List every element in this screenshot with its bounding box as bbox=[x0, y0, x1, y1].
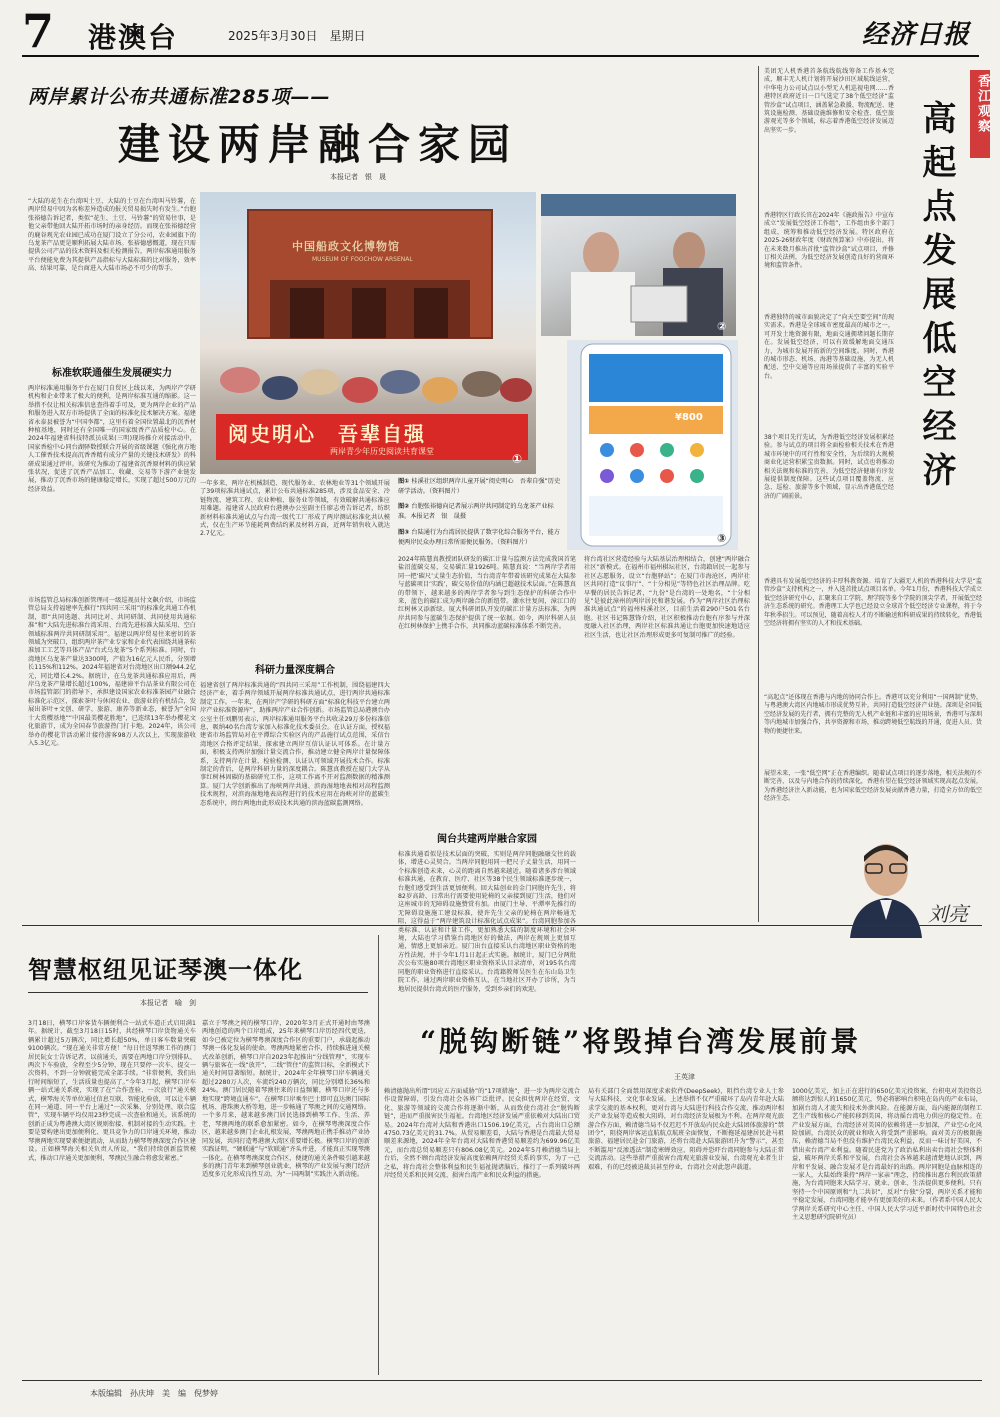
article1-subhead-2: 科研力量深度耦合 bbox=[255, 665, 335, 676]
column-headline-text: 高起点发展低空经济 bbox=[916, 100, 956, 496]
divider-right bbox=[758, 66, 759, 922]
column-tag bbox=[970, 70, 990, 158]
page-number: 7 bbox=[22, 4, 55, 58]
caption-3-text: 台陆通行为台湾居民提供了数字化综合服务平台，能方便两岸民众办理日常所需便民服务。（资料图片） bbox=[398, 529, 560, 546]
column-para-1: 美团无人机香港首条航线航线筹备工作基本完成，顺丰无人机计划将开展沙田区域航线运营，中华电力公司试点以小型无人机巡视电网……香港特区政府近日一口气选定了38个低空经济“监管沙盒”试点项目，涵盖紧急救援、物流配送、建筑设施检测、基础设施维修和安全检查、低空旅游观光等多个领域，标志着香港低空经济发展迈出坚实一步。 bbox=[764, 68, 894, 134]
column-para-6: “高起点”还体现在香港与内地的协同合作上。香港可以充分利用“一国两制”优势，与粤港澳大湾区内地城市形成优势互补，共同打造低空经济产业链。深圳是全国低空经济发展的先行者，拥有完整的无人机产业链和丰富的应用场景，香港可与深圳等内地城市加强合作，共享资源和市场，推动跨境低空航线的开通，促进人员、货物的便捷往来。 bbox=[764, 694, 982, 735]
column-headline bbox=[912, 100, 962, 520]
paper-logo: 经济日报 bbox=[862, 20, 971, 50]
column-para-3: 香港独特的城市面貌决定了“向天空要空间”的现实需求。香港是全球城市密度最高的城市之一，可开发土地资源有限，地面交通拥堵问题长期存在。发展低空经济，可以有效缓解地面交通压力，为城市发展开拓新的空间维度。同时，香港的城市形态、机场、海港等基础设施，为无人机配送、空中交通等应用场景提供了丰富的实验平台。 bbox=[764, 314, 894, 380]
article3-para-1: 赖清德抛出所谓“因应五方面威胁”的“17项措施”，进一步为两岸交流合作设置障碍，引发台湾社会各界广泛批评。民众担忧两岸在经贸、文化、旅游等领域的交流合作将逐渐中断，从而致使台湾社会“脱钩断链”，进而严重损害民生福祉。台湾地区经济发展严重依赖对大陆出口贸易。2024年台湾对大陆和香港出口1506.19亿美元，占台湾出口总额4750.73亿美元的31.7%。从贸易顺差看，大陆与香港是台湾最大贸易顺差来源地，2024年全年台湾对大陆和香港贸易顺差约为699.96亿美元，而台湾总贸易顺差只有806.08亿美元。2024年5月赖清德当局上台后，全然不顾台湾经济发展高度依赖两岸经贸关系的事实，为了一己之私，将台湾社会整体利益和民生福祉抛诸脑后，推行了一系列破坏两岸经贸关系和民间交流、损害台湾产业和民众利益的措施。 bbox=[384, 1088, 580, 1180]
section-title: 港澳台 bbox=[88, 21, 179, 54]
footer-rule bbox=[22, 1380, 982, 1381]
column-tag-text: 香江观察 bbox=[975, 74, 990, 134]
article1-para-7: 标准共通看似是技术层面的突破，实则是两岸同胞融融交往的载体，增进心灵契合。当两岸同胞用同一把尺子丈量生活，用同一个标准创造未来，心灵的距离自然越来越近。随着诸多涉台领域标准共通，在教育、医疗、社区等38个民生领域标准逐步统一，台胞们感受到生活更加便利。回大陆创业的金门同胞许先生，将82岁高龄、日常出行需要使用轮椅的父亲接到厦门生活，他们对这座城市的无障碍设施赞赏有加。由厦门主导、平潭率先推行的无障碍设施施工建设标准，使许先生父亲的轮椅在两岸畅通无阻，这得益于“两岸建筑设计标准化试点成果”。台湾同胞参加各类标准、认证和计量工作，更加熟悉大陆的制度环境和社会环境，大陆也学习借鉴台湾地区好的做法，两岸在规则上更加互通，情感上更加亲近。厦门出台直接采认台湾地区职业资格的地方性法规，并于今年1月1日起正式实施。据统计，厦门已分两批次公布实施80项台湾地区职业资格采认目录清单，对195名台湾同胞的职业资格进行直接采认。台湾籍教师吴医生在东山岛卫生院工作，通过两岸职业资格互认，在当地社区开办了诊所，为当地居民提供台湾式的医疗服务，受到乡亲们的欢迎。 bbox=[398, 851, 576, 993]
app-price: ¥800 bbox=[675, 412, 703, 423]
article2-headline-rule bbox=[28, 992, 368, 993]
caption-2 bbox=[398, 502, 566, 522]
article1-byline: 本报记者 银 晟 bbox=[330, 173, 386, 181]
article1-para-6: 2024年陈慧真教授团队研发的碳汇计量与监测方法完成我国首笔盐沼蓝碳交易，交易碳汇量1926吨。陈慧真说：“当两岸学者用同一把‘碳尺’丈量生态价值，当台湾青年带着该研究成果在大陆参与蓝碳项目‘实践’，碳交易价值的内涵已超越技术层面。”在陈慧真的带领下，越来越多的两岸学者参与到生态保护的科研合作中来，蓝色的碳汇成为两岸融合的新纽带。潮水往复间，漳江口的红树林又添新绿。厦大科研团队开发的碳汇计量方法标准，为两岸共同参与蓝碳生态保护提供了统一依据。如今，两岸科研人员在红树林保护上携手合作，共同推动蓝碳标准体系不断完善。 bbox=[398, 556, 576, 631]
photo-2-number: ② bbox=[717, 320, 727, 333]
column-para-2: 香港特区行政长官在2024年《施政报告》中宣布成立“发展低空经济工作组”，工作组由多个部门组成，统筹和推动低空经济发展。特区政府在2025-26财政年度《财政预算案》中亦提出，将在未来数月推出首批“监管沙盒”试点项目，并修订相关法例，为低空经济发展创造良好的营商环境和监管条件。 bbox=[764, 212, 894, 270]
photo-2 bbox=[541, 194, 736, 336]
caption-2-label: 图② bbox=[398, 503, 410, 510]
article3-byline: 王英津 bbox=[674, 1073, 695, 1081]
author-portrait bbox=[836, 838, 936, 938]
banner-text: 阅史明心 吾辈自强 bbox=[228, 422, 426, 446]
photo-3 bbox=[567, 340, 738, 550]
column-para-7: 展望未来，一张“低空网”正在香港编织。随着试点项目的逐步落地，相关法规的不断完善，以及与内地合作的持续深化，香港有望在低空经济领域实现高起点发展，为香港经济注入新动能，也为国家低空经济发展贡献香港力量，打造全方位的低空经济生态。 bbox=[764, 770, 982, 803]
caption-3 bbox=[398, 528, 566, 548]
caption-1 bbox=[398, 477, 566, 497]
article2-headline: 智慧枢纽见证琴澳一体化 bbox=[28, 956, 303, 984]
article2-para-2: 嘉立于琴澳之间的横琴口岸，2020年3月正式开通时由琴澳两地创造的两个口岸组成，25年来横琴口岸历经四代更迭，如今已被定位为横琴粤澳深度合作区的重要门户，承载起推动琴澳一体化发展的使命。粤澳两地紧密合作，持续推进通关模式改革创新，横琴口岸自2023年起推出“分线管理”，实现车辆与旅客在一线“放开”、二线“管住”的监管目标，全新模式下通关时间显著缩短。据统计，2024年全年横琴口岸车辆通关超过2280万人次，车流约240万辆次，同比分别增长36%和24%。澳门居民随着琴澳往来的日益频繁，横琴口岸还与多地实现“跨境直通车”，在横琴口岸乘坐巴士即可直达澳门国际机场、港珠澳大桥等地，进一步畅通了琴澳之间的交通网络。一个多月来，越来越多澳门居民选择到横琴工作、生活、养老，琴澳两地的联系愈加紧密。如今，在横琴粤澳深度合作区，越来越多澳门企业扎根发展，琴澳两地正携手推动产业协同发展，共同打造粤港澳大湾区重要增长极。横琴口岸的创新实践证明，“硬联通”与“软联通”齐头并进，才能真正实现琴澳一体化。在横琴粤澳深度合作区，便捷的通关条件吸引越来越多的澳门青年来到横琴创业就业，横琴的产业发展与澳门经济适度多元化形成良性互动，为“一国两制”实践注入新动能。 bbox=[202, 1020, 370, 1179]
article1-para-5: 福建省创了两岸标准共通的“四共同三采用”工作机制，围绕福建四大经济产业，着手两岸领域开展两岸标准共通试点，进行两岸共通标准制定工作。一年来，在两岸产学研的科研方面“标准化科技平台建立两岸产业标准资源库”，助推两岸产业合作创新。市场监管总局港澳台办公室主任刘鹏男表示，两岸标准通用服务平台共收录29万多份标准信息，吸纳40名台湾专家加入标准化技术委员会。在认证方面，授权福建省市场监管局对在平潭综合实验区内的产品施行试点范围，采信台湾地区合格评定结果，探索建立两岸互信认证认可体系。在计量方面，积极支持两岸加强计量交流合作，推动建立健全两岸计量保障体系，支持两岸在计量、检验检测、认证认可领域开展技术合作。标准制定的背后，是两岸科研力量的深度耦合。陈慧真教授在厦门大学从事红树林固碳的基础研究工作，这项工作离不开对监测数据的精准测算。厦门大学创新推出了海峡两岸共通、滨海湿地地表相对高程监测技术规程，对滨海湿地地表高程进行的技术应用在海峡对岸的蓝碳生态系统中，闽台两地由此形成技术共通的滨海蓝碳监测网络。 bbox=[200, 682, 390, 807]
article1-para-8: 将台湾社区营造经验与大陆基层治理相结合，创建“两岸融合社区”新模式。在福州市福州棋坛社区，台湾籍居民一起参与社区志愿服务，设立“台胞驿站”；在厦门市海沧区，两岸社区共同打造“议事厅”、“十分相见”等特色社区治理品牌。吃早餐的居民告诉记者，“九份”是台湾的一处地名，“十分相见”是彼此漳州的两岸居民和谐发展。作为“两岸社区治理标准共通试点”的福州桂溪社区，目前生活着290户501名台胞。社区书记陈慧锋介绍，社区积极推动台胞有序参与并深度融入社区治理，两岸社区标准共通让台胞更加快速地适应社区生活，也让社区治理形成更多可复制可推广的经验。 bbox=[584, 556, 750, 639]
footer-editors: 本版编辑 孙庆坤 美 编 倪梦婷 bbox=[90, 1389, 218, 1398]
article1-para-3: 市场监管总局标准创新管理司一级巡视员付文飙介绍，市场监管总局支持福建率先推行“四共同三采用”的标准化共通工作机制，即“共同选题、共同比对、共同研制、共同使用共通标准”和“大陆先进标准台湾采用、台湾先进标准大陆采用、空白领域标准两岸共同研制采用”。福建以两岸贸易往来密切的茶领域为突破口，组织两岸茶产业专家和企业代表围绕共通茶标准加工工艺等具体产品“台式乌龙茶”5个系列标准。同时，台湾地区乌龙茶产量达3300吨，产值为16亿元人民币，分别增长115%和112%。2024年福建省对台湾地区出口额944.2亿元，同比增长4.2%。据统计，在乌龙茶共通标准应用后，两岸乌龙茶产量增长超过100%，福建漳平台品茶业有限公司在市场监管部门的指导下，承担建设国家农业标准茶园产业融合标准化示范区，探索茶叶与休闲农业、旅游业的有机结合，发展出茶叶+文创、研学、旅游、康养等新业态，被誉为“全国十大赏樱基地”“中国最美樱花胜地”，已连续13年举办樱花文化旅游节，成为全国春节旅游热门打卡地。2024年，该公司举办的樱花节活动累计接待游客98万人次以上，实现旅游收入5.3亿元。 bbox=[28, 597, 196, 747]
article1-para-2: 两岸标准通用服务平台在厦门自贸区上线以来，为两岸产学研机构和企业带来了极大的便利，是两岸标准互通的缩影。这一举措不仅让相关标准信息查得着手可及，更为两岸企业的产品和服务进入双方市场提供了全面的标准化技术解决方案。福建省永泰县被誉为“中国李都”，这里有着全国位置最北的沉香材种植基地，同时还有全国唯一的国家级香产品质检中心。在2024年福建省科技特派员成果(三明)现场推介对接活动中，国家香检中心同台湖驿数授联合开展的省级课题《强化南方地人工催香技术提高沉香香精有成分产量的关键技术研发》的科研成果通过评审。该研究为推动了福建省沉香原材料的供应紧张状况，促进了沉香产品加工、收藏、交易等下游产业链发展，推动了沉香市场的健康稳定增长，实现了超过500万元的经济效益。 bbox=[28, 385, 196, 493]
article1-headline: 建设两岸融合家园 bbox=[118, 120, 519, 169]
article2-para-1: 3月18日，横琴口岸客货车辆便利合一站式车道正式启用满1年。据统计，截至3月18日15时，共经横琴口岸货物通关车辆累计超过5万辆次，同比增长超50%，单日客车数量突破9100辆次。“现在通关非常方便！”每日往返琴澳工作的澳门居民阮女士告诉记者，以前通关，需要在两地口岸分别排队、两次下车验放，全程至少5分钟，现在只要停一次车、提交一次资料，不到一分钟就能完成全部手续。“非常便利，我们出行时间缩短了，生活质量也提高了。”今年3月起，横琴口岸车辆一站式通关系统，实现了在“合作查验、一次放行”通关模式，横琴海关等单位通过信息互联、智能化验放，可以让车辆在同一通道、同一平台上通过“一次采集、分别处理、联合监管”，实现车辆平均仅用23秒完成一次查验和通关。该系统的创新正成为粤港澳大湾区规则衔接、机制对接的生动实践。主要是要构建出更加便利化、更具竞争力的口岸通关环境，推动琴澳两地实现要素便捷流动，从而助力横琴粤澳深度合作区建设。正如横琴海关相关负责人所说，“我们持续创新监管模式，推动口岸通关更加便利，琴澳民生融合将愈发紧密。” bbox=[28, 1020, 196, 1162]
photo-1 bbox=[200, 192, 536, 474]
divider-bottom bbox=[378, 935, 379, 1375]
column-para-4: 38个项目先行先试，为香港低空经济发展积累经验。参与试点的项目将全面检验相关技术在香港城市环境中的可行性和安全性，为后续的大规模商业化运营积累宝贵数据。同时，试点也将推动相关法规和标准的完善，为低空经济健康有序发展提供制度保障。这些试点项目覆盖物流、应急、巡检、旅游等多个领域，显示出香港低空经济的广阔前景。 bbox=[764, 434, 894, 500]
photo-1-number: ① bbox=[512, 452, 523, 466]
article3-headline: “脱钩断链”将毁掉台湾发展前景 bbox=[420, 1025, 862, 1058]
article1-para-4: 一年多来，两岸在机械制造、现代服务业、农林地业等31个领域开展了39项标准共通试点，累计公布共通标准285项，涉及食品安全、冷链物流、建筑工程、农业种植、服务业等领域，有效破解共通标准应用难题。福建省人民政府台港澳办公室副主任廖志勇告诉记者，纺织新材料标准共通试点与台湾一级代工厂形成了两岸测试标准化共认模式，仅在生产环节能耗两费结约累及材料方面，近两年销售收入就达2.7亿元。 bbox=[200, 480, 390, 538]
caption-2-text: 台胞张裕德向记者展示两岸共同制定的乌龙茶产业标准。本报记者 银 晟摄 bbox=[398, 503, 554, 520]
article2-byline: 本报记者 喻 剑 bbox=[140, 999, 196, 1007]
caption-3-label: 图③ bbox=[398, 529, 410, 536]
article3-para-2: 局有关部门全面禁用深度求索软件(DeepSeek)，阻挡台湾专业人士参与大陆科技、文化事业发展。上述举措不仅严重破坏了岛内青年赴大陆求学交流的基本权利，更对台湾与大陆进行科技合作交流、推动两岸相关产业发展等造成极大阻碍，对台湾经济发展极为不利。在两岸观光旅游合作方面，赖清德当局不仅迟迟不开放岛内民众赴大陆团体旅游的“禁团令”，阻挠两岸客运直航航点航班全面恢复，不断拖延福建居民赴马祖旅游、福建居民赴金门旅游，还将台湾赴大陆旅游团升为“警示”，甚至不断滥用“反渗透法”制造寒蝉效应，阻碍并恐吓台湾同胞参与大陆正常交流活动。这些举措严重损害台湾观光旅游业发展，台湾观光业者生计艰难，有的已经被迫裁员甚至停业，台湾社会对此怨声载道。 bbox=[588, 1088, 784, 1171]
article1-subhead-1: 标准软联通催生发展硬实力 bbox=[52, 368, 172, 379]
masthead-rule bbox=[22, 55, 979, 57]
museum-sign-en: MUSEUM OF FOOCHOW ARSENAL bbox=[312, 256, 413, 263]
museum-sign: 中国船政文化博物馆 bbox=[292, 240, 400, 253]
column-para-5: 香港具有发展低空经济的丰厚科教资源。培育了大疆无人机的香港科技大学是“监管沙盒”支持机构之一，并入选首批试点项目名单。今年1月份，香港科技大学成立低空经济研究中心，汇聚来自工学院、理学院等多个学院的顶尖学者，开展低空经济生态系统的研究。香港理工大学也已经设立全球首个低空经济专业课程，将于今年秋季招生。可以预见，随着高校人才的不断输送和科研成果的持续转化，香港低空经济将拥有坚实的人才和技术基础。 bbox=[764, 578, 982, 628]
article1-kicker: 两岸累计公布共通标准285项—— bbox=[28, 86, 331, 108]
article1-subhead-3: 闽台共建两岸融合家园 bbox=[437, 834, 537, 845]
issue-date: 2025年3月30日 星期日 bbox=[228, 29, 366, 43]
masthead bbox=[0, 0, 1000, 62]
banner-subtext: 两岸青少年历史阅读共育课堂 bbox=[330, 447, 434, 456]
section-rule-mid bbox=[22, 925, 982, 926]
caption-1-label: 图① bbox=[398, 478, 410, 485]
author-signature: 刘亮 bbox=[928, 902, 968, 926]
photo-3-number: ③ bbox=[717, 532, 727, 545]
article3-para-3: 1000亿美元，加上正在进行的650亿美元投资案，台积电对美投资总额将达到惊人的1650亿美元，势必将影响台积电在岛内的产业布局，加剧台湾人才流失和技术外泄风险。在能源方面，岛内能源的制程工艺生产线和核心产能转移到美国，将动摇台湾电力供应的稳定性。在产业发展方面，台湾经济对美国的依赖将进一步加深，产业空心化风险加剧，台湾民众的就业和收入将受到严重影响。面对美方的极限施压，赖清德当局不但没有维护台湾民众利益，反而一味讨好美国，不惜出卖台湾产业利益。随着民进党为了政治私利出卖台湾社会整体利益，破坏两岸关系和平发展，台湾社会各界越来越清楚地认识到，两岸和平发展、融合发展才是台湾最好的出路。两岸同胞是血脉相连的一家人，大陆始终秉持“两岸一家亲”理念，持续推出惠台利民政策措施，为台湾同胞来大陆学习、就业、创业、生活提供更多便利。只有坚持一个中国原则和“九二共识”，反对“台独”分裂，两岸关系才能和平稳定发展，台湾同胞才能享有更加美好的未来。（作者系中国人民大学两岸关系研究中心主任、中国人民大学习近平新时代中国特色社会主义思想研究院研究员） bbox=[792, 1088, 982, 1222]
article1-para-1: “大陆的花生在台湾叫土豆，大陆的土豆在台湾叫马铃薯，在两岸贸易中因为名称差异造成的报关贸易损失时有发生。”台胞张裕德告诉记者，类似“花生、土豆、马铃薯”的贸易往事，是他父亲带他回大陆开拓市场时的亲身经历。而现在张裕德经营的鹿谷观光农业园已成功在厦门设立了分公司，农业园旗下的乌龙茶产品更是顺利拓展大陆市场。张裕德感慨道，现在只需提供公司产品的技术资料及相关检测报告，两岸标准通用服务平台便能免费为其提供产品指标与大陆标准的比对服务，效率高、结果可靠，是台商进入大陆市场必不可少的帮手。 bbox=[28, 198, 196, 273]
caption-1-text: 桂溪社区组织两岸儿童开展“阅史明心 吾辈自强”历史研学活动。（资料图片） bbox=[398, 478, 561, 495]
